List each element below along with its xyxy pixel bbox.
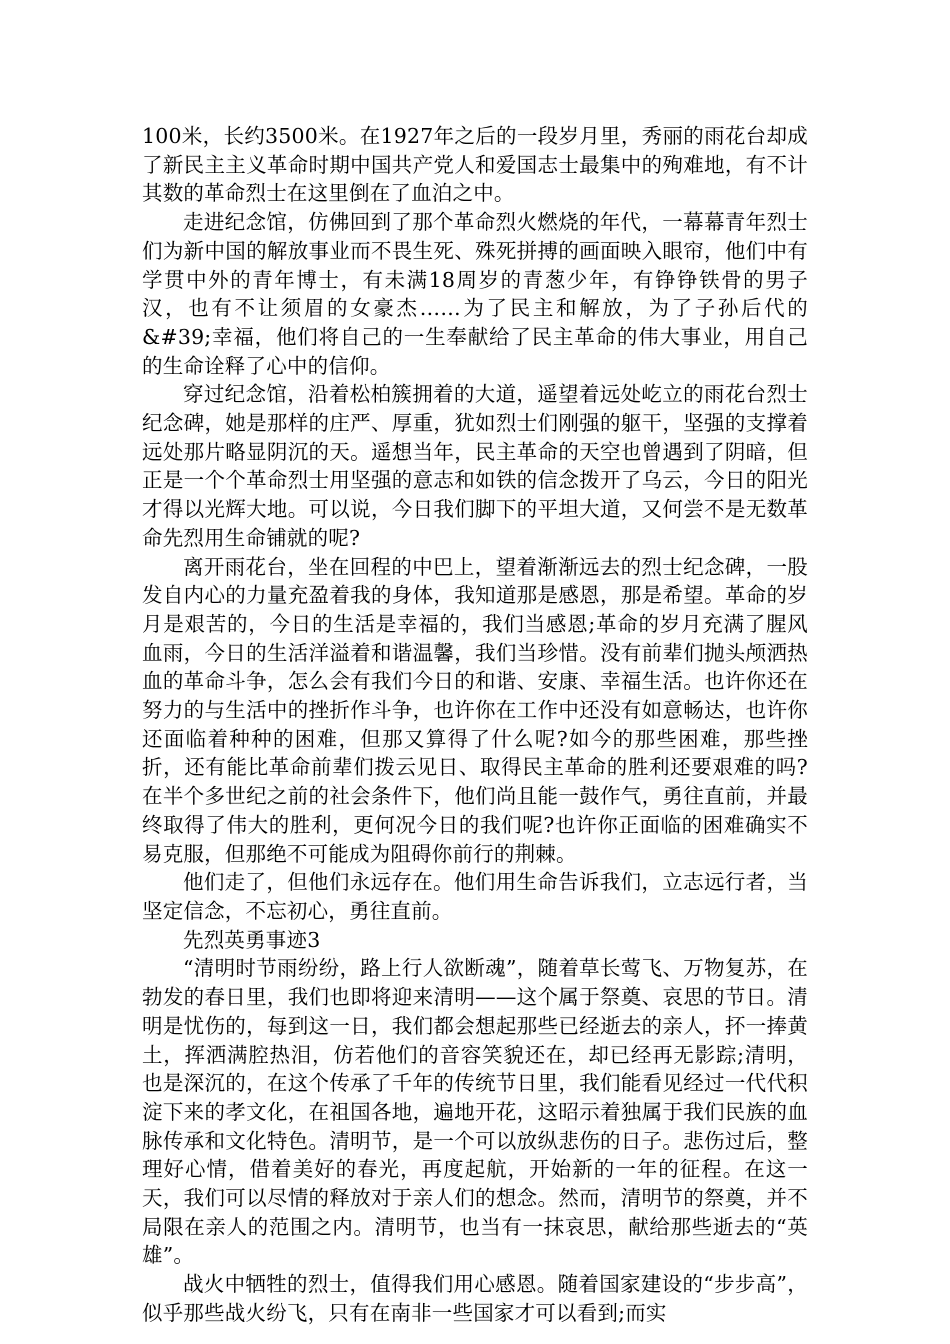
- paragraph-7: 战火中牺牲的烈士，值得我们用心感恩。随着国家建设的“步步高”，似乎那些战火纷飞，只有在南非一些国家才可以看到;而实: [142, 1272, 808, 1325]
- paragraph-1: 100米，长约3500米。在1927年之后的一段岁月里，秀丽的雨花台却成了新民主主义革命时期中国共产党人和爱国志士最集中的殉难地，有不计其数的革命烈士在这里倒在了血泊之中。: [142, 124, 808, 206]
- paragraph-4: 离开雨花台，坐在回程的中巴上，望着渐渐远去的烈士纪念碑，一股发自内心的力量充盈着我的身体，我知道那是感恩，那是希望。革命的岁月是艰苦的，今日的生活是幸福的，我们当感恩;革命的岁月充满了腥风血雨，今日的生活洋溢着和谐温馨，我们当珍惜。没有前辈们抛头颅洒热血的革命斗争，怎么会有我们今日的和谐、安康、幸福生活。也许你还在努力的与生活中的挫折作斗争，也许你在工作中还没有如意畅达，也许你还面临着种种的困难，但那又算得了什么呢?如今的那些困难，那些挫折，还有能比革命前辈们拨云见日、取得民主革命的胜利还要艰难的吗?在半个多世纪之前的社会条件下，他们尚且能一鼓作气，勇往直前，并最终取得了伟大的胜利，更何况今日的我们呢?也许你正面临的困难确实不易克服，但那绝不可能成为阻碍你前行的荆棘。: [142, 554, 808, 866]
- section-title: 先烈英勇事迹3: [183, 927, 321, 952]
- document-body: [142, 122, 808, 1328]
- paragraph-3: 穿过纪念馆，沿着松柏簇拥着的大道，遥望着远处屹立的雨花台烈士纪念碑，她是那样的庄严、厚重，犹如烈士们刚强的躯干，坚强的支撑着远处那片略显阴沉的天。遥想当年，民主革命的天空也曾遇到了阴暗，但正是一个个革命烈士用坚强的意志和如铁的信念拨开了乌云，今日的阳光才得以光辉大地。可以说，今日我们脚下的平坦大道，又何尝不是无数革命先烈用生命铺就的呢?: [142, 382, 808, 550]
- paragraph-2: 走进纪念馆，仿佛回到了那个革命烈火燃烧的年代，一幕幕青年烈士们为新中国的解放事业而不畏生死、殊死拼搏的画面映入眼帘，他们中有学贯中外的青年博士，有未满18周岁的青葱少年，有铮铮铁骨的男子汉，也有不让须眉的女豪杰……为了民主和解放，为了子孙后代的&#39;幸福，他们将自己的一生奉献给了民主革命的伟大事业，用自己的生命诠释了心中的信仰。: [142, 210, 808, 378]
- paragraph-5: 他们走了，但他们永远存在。他们用生命告诉我们，立志远行者，当坚定信念，不忘初心，勇往直前。: [142, 870, 808, 923]
- paragraph-6: “清明时节雨纷纷，路上行人欲断魂”，随着草长莺飞、万物复苏，在勃发的春日里，我们也即将迎来清明——这个属于祭奠、哀思的节日。清明是忧伤的，每到这一日，我们都会想起那些已经逝去的亲人，抔一捧黄土，挥洒满腔热泪，仿若他们的音容笑貌还在，却已经再无影踪;清明，也是深沉的，在这个传承了千年的传统节日里，我们能看见经过一代代积淀下来的孝文化，在祖国各地，遍地开花，这昭示着独属于我们民族的血脉传承和文化特色。清明节，是一个可以放纵悲伤的日子。悲伤过后，整理好心情，借着美好的春光，再度起航，开始新的一年的征程。在这一天，我们可以尽情的释放对于亲人们的想念。然而，清明节的祭奠，并不局限在亲人的范围之内。清明节，也当有一抹哀思，献给那些逝去的“英雄”。: [142, 956, 808, 1268]
